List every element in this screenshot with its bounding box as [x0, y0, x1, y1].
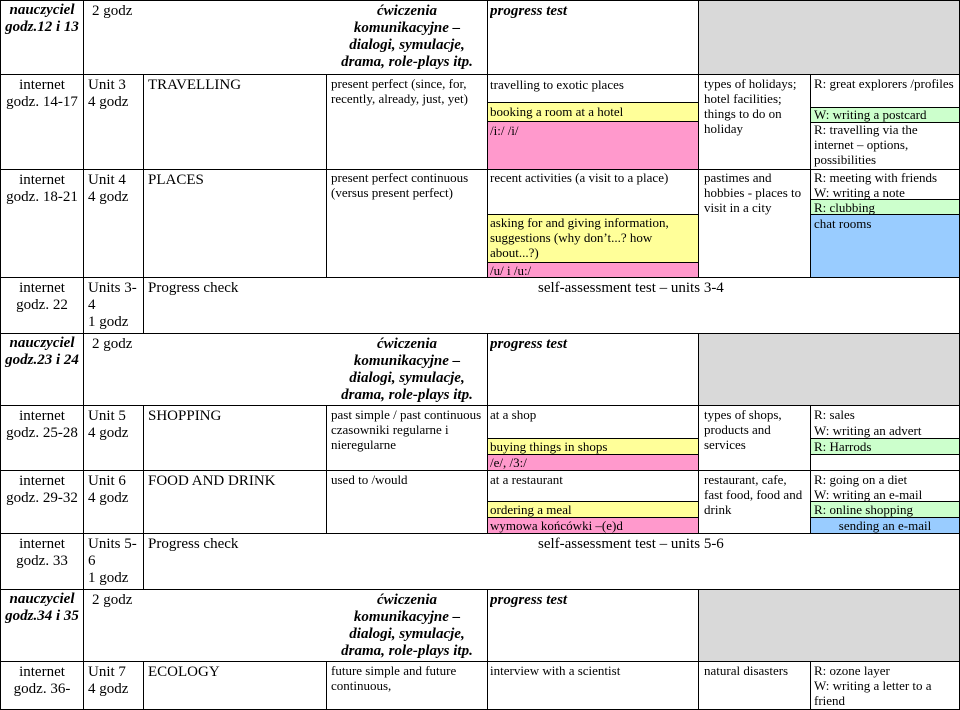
internet-item: W: writing a note — [814, 185, 905, 200]
unit-cell — [88, 172, 142, 206]
topic-cell: PLACES — [148, 172, 204, 188]
teacher-cell: internet godz. 36- — [13, 664, 71, 697]
vocab-item: travelling to exotic places — [490, 77, 624, 92]
unit-hours: 4 godz — [88, 94, 129, 110]
internet-item: R: meeting with friends — [814, 170, 938, 185]
teacher-cell: internet godz. 14-17 — [6, 77, 78, 110]
vocab2-cell: natural disasters — [704, 663, 789, 678]
unit-hours: 4 godz — [88, 425, 129, 441]
unit-cell — [88, 473, 142, 507]
progress-test-label: progress test — [490, 3, 568, 19]
topic-cell: ECOLOGY — [148, 664, 220, 680]
hours-cell: 2 godz — [92, 592, 133, 608]
teacher-cell: nauczyciel godz.12 i 13 — [5, 2, 79, 35]
unit-hours: 4 godz — [88, 490, 129, 506]
hours-cell: 2 godz — [92, 336, 133, 352]
internet-item: W: writing a postcard — [814, 107, 927, 122]
internet-item: R: ozone layer — [814, 663, 890, 678]
pronunciation-item: /e/, /3:/ — [490, 455, 527, 470]
vocab-item: buying things in shops — [490, 439, 608, 454]
unit-cell — [88, 536, 142, 587]
vocab-item: asking for and giving information, suggestions (why don’t...? how about...?) — [490, 215, 669, 260]
vocab-item: booking a room at a hotel — [490, 104, 624, 119]
exercises-cell: ćwiczenia komunikacyjne – dialogi, symulacje, drama, role-plays itp. — [341, 336, 473, 403]
internet-item: chat rooms — [814, 216, 872, 231]
grammar-cell — [331, 407, 485, 452]
grammar-line: czasowniki regularne i nieregularne — [331, 422, 449, 452]
unit-label: Units 5-6 — [88, 536, 137, 569]
topic-cell: TRAVELLING — [148, 77, 242, 93]
vocab-item: recent activities (a visit to a place) — [490, 170, 669, 185]
grammar-cell: present perfect (since, for, recently, already, just, yet) — [331, 76, 468, 106]
internet-item: W: writing an advert — [814, 423, 922, 438]
unit-hours: 4 godz — [88, 681, 129, 697]
internet-item: W: writing an e-mail — [814, 487, 923, 502]
exercises-cell: ćwiczenia komunikacyjne – dialogi, symulacje, drama, role-plays itp. — [341, 592, 473, 659]
gray-cell — [698, 0, 960, 74]
vocab-item: at a restaurant — [490, 472, 563, 487]
unit-label: Unit 5 — [88, 408, 126, 424]
vocab2-cell: pastimes and hobbies - places to visit in a city — [704, 170, 802, 215]
unit-cell — [88, 664, 142, 698]
vocab2-cell: types of holidays; hotel facilities; things to do on holiday — [704, 76, 797, 136]
grammar-cell: present perfect continuous (versus present perfect) — [331, 170, 469, 200]
progress-test-label: progress test — [490, 336, 568, 352]
topic-cell: FOOD AND DRINK — [148, 473, 276, 489]
internet-item: R: great explorers /profiles — [814, 76, 954, 91]
unit-hours: 1 godz — [88, 314, 129, 330]
unit-label: Unit 7 — [88, 664, 126, 680]
assessment-cell: self-assessment test – units 3-4 — [538, 280, 724, 296]
gray-cell — [698, 589, 960, 661]
internet-item: W: writing a letter to a friend — [814, 678, 932, 708]
hours-cell: 2 godz — [92, 3, 133, 19]
pronunciation-item: /u/ i /u:/ — [490, 263, 532, 278]
unit-cell — [88, 408, 142, 442]
internet-item: R: clubbing — [814, 200, 876, 215]
internet-item: R: travelling via the internet – options, possibilities — [814, 122, 918, 167]
assessment-cell: self-assessment test – units 5-6 — [538, 536, 724, 552]
unit-hours: 4 godz — [88, 189, 129, 205]
vocab-item: at a shop — [490, 407, 537, 422]
vocab2-cell: types of shops, products and services — [704, 407, 782, 452]
pronunciation-item: wymowa końcówki –(e)d — [490, 518, 623, 533]
topic-cell: Progress check — [148, 536, 239, 552]
internet-item: R: going on a diet — [814, 472, 908, 487]
unit-hours: 1 godz — [88, 570, 129, 586]
teacher-cell: internet godz. 29-32 — [6, 473, 78, 506]
vocab2-cell: restaurant, cafe, fast food, food and drink — [704, 472, 803, 517]
internet-item: R: Harrods — [814, 439, 872, 454]
grammar-line: past simple / past continuous — [331, 407, 482, 422]
teacher-cell: nauczyciel godz.34 i 35 — [5, 591, 79, 624]
topic-cell: SHOPPING — [148, 408, 222, 424]
teacher-cell: internet godz. 18-21 — [6, 172, 78, 205]
grammar-cell: used to /would — [331, 472, 408, 487]
internet-item: sending an e-mail — [838, 518, 932, 533]
unit-label: Unit 4 — [88, 172, 126, 188]
grammar-cell: future simple and future continuous, — [331, 663, 457, 693]
internet-item: R: sales — [814, 407, 855, 422]
internet-item: R: online shopping — [814, 502, 913, 517]
pronunciation-item: /i:/ /i/ — [490, 123, 519, 138]
teacher-cell: internet godz. 33 — [16, 536, 68, 569]
topic-cell: Progress check — [148, 280, 239, 296]
vocab-item: interview with a scientist — [490, 663, 621, 678]
unit-label: Unit 3 — [88, 77, 126, 93]
gray-cell — [698, 333, 960, 405]
vocab-item: ordering a meal — [490, 502, 572, 517]
progress-test-label: progress test — [490, 592, 568, 608]
unit-cell — [88, 280, 142, 331]
unit-label: Unit 6 — [88, 473, 126, 489]
teacher-cell: internet godz. 22 — [16, 280, 68, 313]
teacher-cell: nauczyciel godz.23 i 24 — [5, 335, 79, 368]
unit-cell — [88, 77, 142, 111]
teacher-cell: internet godz. 25-28 — [6, 408, 78, 441]
exercises-cell: ćwiczenia komunikacyjne – dialogi, symulacje, drama, role-plays itp. — [341, 3, 473, 70]
unit-label: Units 3-4 — [88, 280, 137, 313]
